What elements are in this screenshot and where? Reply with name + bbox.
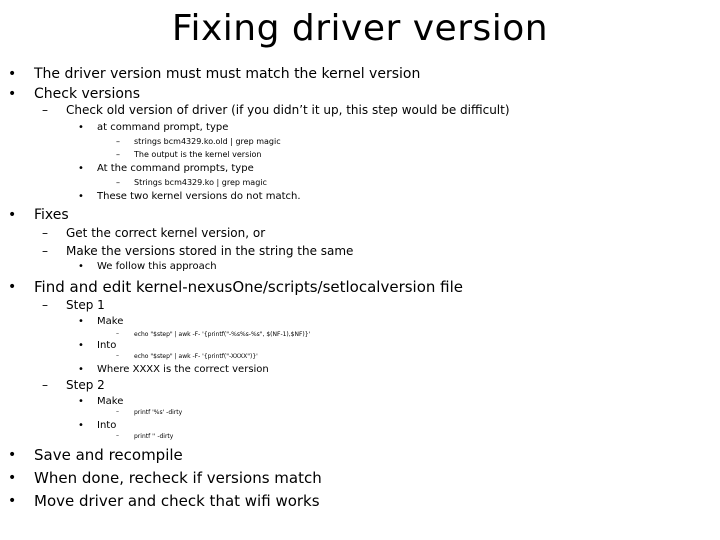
bullet-marker: • [8, 493, 17, 509]
bullet-marker: • [78, 364, 84, 375]
list-item: The output is the kernel version [134, 150, 262, 159]
bullet-marker: • [8, 447, 17, 463]
code-line: echo "$step" | awk -F- '{printf("-%s%s-%s", $(NF-1),$NF)}' [134, 331, 311, 338]
list-item: Into [97, 340, 117, 351]
dash-marker: – [116, 150, 120, 159]
list-item: Save and recompile [34, 446, 183, 464]
bullet-marker: • [8, 279, 17, 295]
bullet-marker: • [8, 86, 17, 102]
bullet-marker: • [78, 163, 84, 174]
dash-marker: – [116, 330, 119, 337]
dash-marker: – [116, 137, 120, 146]
list-item: The driver version must must match the kernel version [34, 66, 421, 82]
list-item: Make [97, 396, 124, 407]
list-item: Where XXXX is the correct version [97, 364, 269, 375]
code-line: printf '' -dirty [134, 433, 174, 440]
bullet-marker: • [78, 261, 84, 272]
list-item: Strings bcm4329.ko | grep magic [134, 178, 267, 187]
dash-marker: – [42, 378, 48, 392]
dash-marker: – [116, 408, 119, 415]
list-item: Check old version of driver (if you didn’t it up, this step would be difficult) [66, 103, 510, 117]
bullet-marker: • [78, 420, 84, 431]
list-item: We follow this approach [97, 261, 217, 272]
bullet-marker: • [8, 207, 17, 223]
list-item: Move driver and check that wifi works [34, 492, 320, 510]
bullet-marker: • [78, 396, 84, 407]
list-item: Into [97, 420, 117, 431]
list-item: Fixes [34, 207, 69, 223]
list-item: Step 2 [66, 378, 105, 392]
list-item: When done, recheck if versions match [34, 469, 322, 487]
bullet-marker: • [78, 122, 84, 133]
list-item: Find and edit kernel-nexusOne/scripts/setlocalversion file [34, 278, 464, 296]
code-line: echo "$step" | awk -F- '{printf("-XXXX")}' [134, 353, 258, 360]
dash-marker: – [42, 244, 48, 258]
list-item: At the command prompts, type [97, 163, 254, 174]
dash-marker: – [42, 103, 48, 117]
list-item: Get the correct kernel version, or [66, 226, 266, 240]
list-item: Check versions [34, 86, 141, 102]
dash-marker: – [42, 298, 48, 312]
bullet-marker: • [78, 191, 84, 202]
slide-title: Fixing driver version [171, 8, 549, 49]
list-item: at command prompt, type [97, 122, 229, 133]
bullet-marker: • [78, 340, 84, 351]
dash-marker: – [42, 226, 48, 240]
code-line: printf '%s' -dirty [134, 409, 183, 416]
bullet-marker: • [8, 470, 17, 486]
list-item: Make the versions stored in the string the same [66, 244, 354, 258]
dash-marker: – [116, 352, 119, 359]
dash-marker: – [116, 432, 119, 439]
dash-marker: – [116, 178, 120, 187]
list-item: Make [97, 316, 124, 327]
list-item: strings bcm4329.ko.old | grep magic [134, 137, 281, 146]
list-item: These two kernel versions do not match. [97, 191, 301, 202]
bullet-marker: • [78, 316, 84, 327]
bullet-marker: • [8, 66, 17, 82]
list-item: Step 1 [66, 298, 105, 312]
